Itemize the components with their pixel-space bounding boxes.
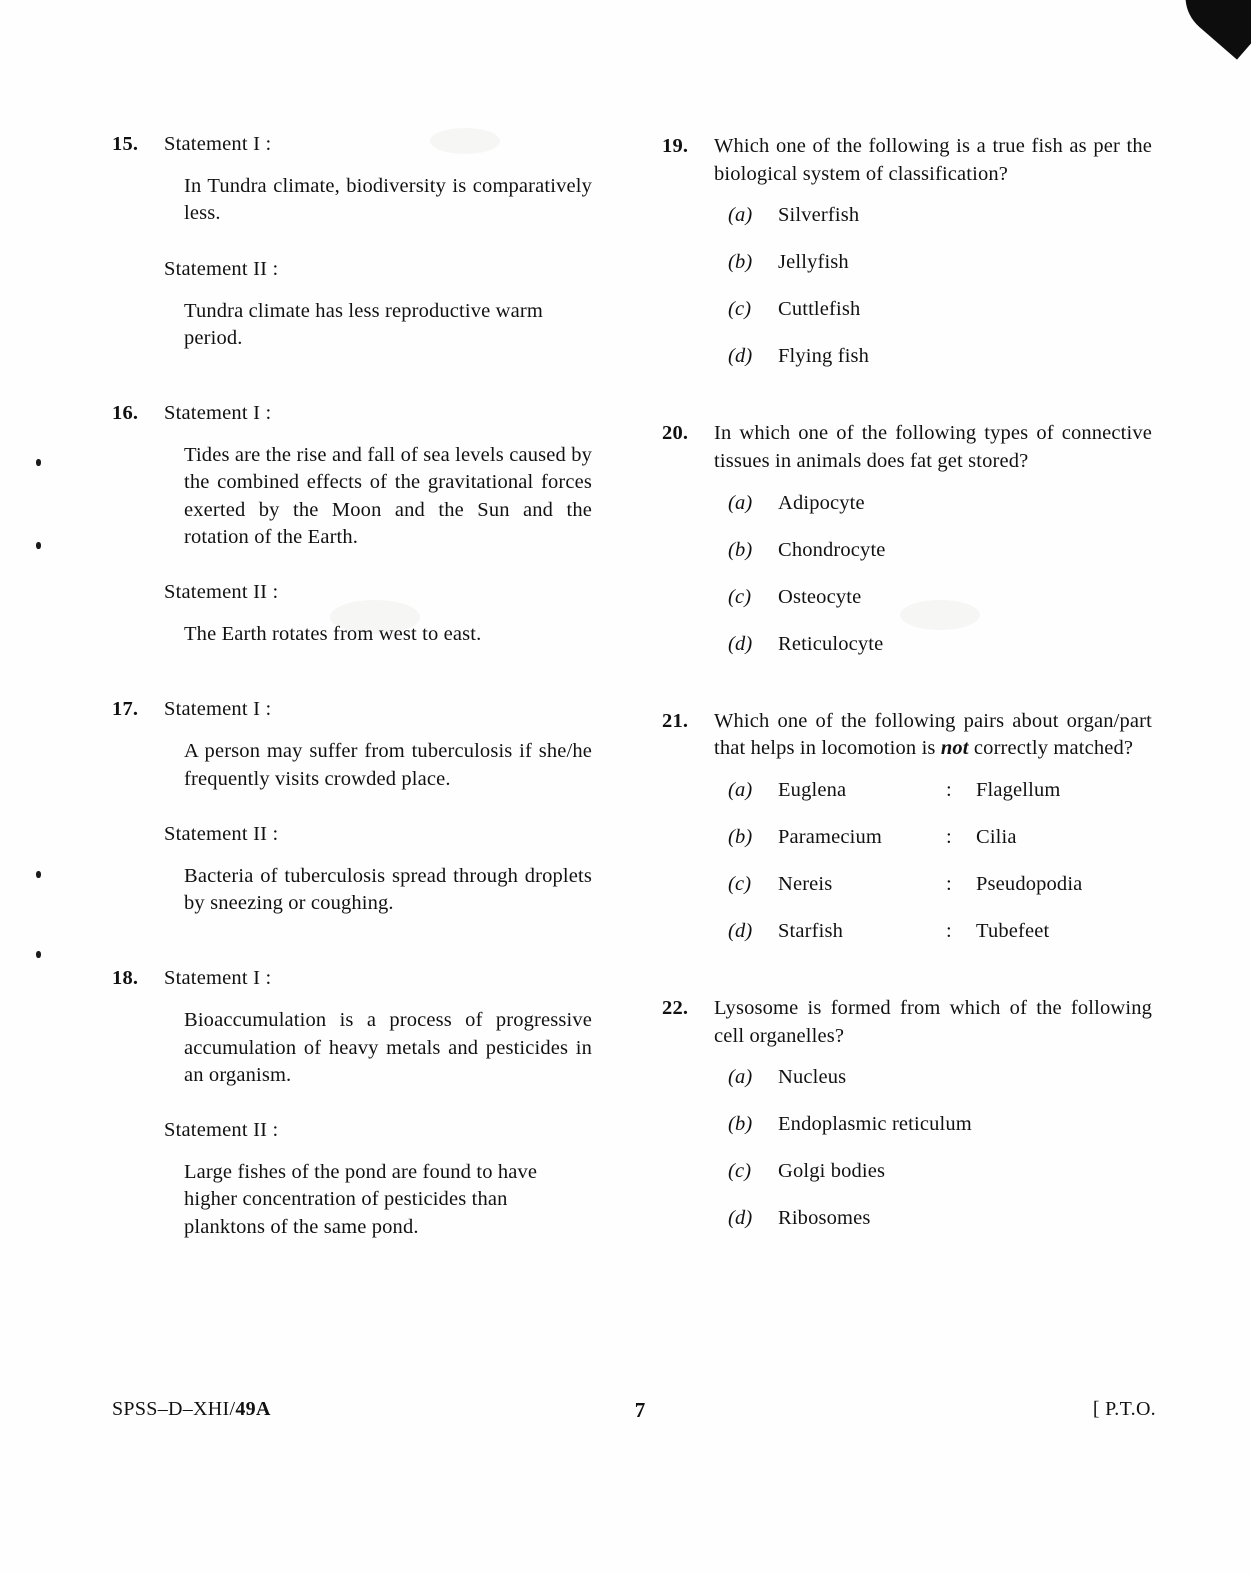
question-block-22 xyxy=(662,995,1162,1230)
option-part-21-c: Pseudopodia xyxy=(976,873,1083,896)
question-21-stem-emphasis: not xyxy=(940,737,969,760)
option-letter-21-a: (a) xyxy=(728,779,753,802)
option-organism-21-b: Paramecium xyxy=(778,826,882,849)
option-text-19-d: Flying fish xyxy=(778,345,870,368)
question-number-17: 17. xyxy=(112,698,139,721)
question-20-options xyxy=(662,492,1162,656)
option-row-21-d[interactable] xyxy=(662,920,1162,943)
question-22-options xyxy=(662,1066,1162,1230)
question-19-stem: Which one of the following is a true fish as per the biological system of classification? xyxy=(714,135,1152,185)
option-row-22-a[interactable] xyxy=(662,1066,1162,1089)
option-text-22-b: Endoplasmic reticulum xyxy=(778,1113,972,1136)
option-letter-19-a: (a) xyxy=(728,204,753,227)
statement-2-label-17: Statement II : xyxy=(164,822,279,845)
option-letter-19-c: (c) xyxy=(728,298,752,321)
question-block-17 xyxy=(112,698,612,917)
option-letter-22-c: (c) xyxy=(728,1160,752,1183)
option-letter-22-b: (b) xyxy=(728,1113,753,1136)
option-text-22-a: Nucleus xyxy=(778,1066,847,1089)
option-row-20-b[interactable] xyxy=(662,539,1162,562)
option-part-21-b: Cilia xyxy=(976,826,1017,849)
option-text-19-a: Silverfish xyxy=(778,204,860,227)
question-19-heading xyxy=(662,133,1162,188)
question-16-heading xyxy=(112,402,612,425)
statement-1-text-16: Tides are the rise and fall of sea levels caused by the combined effects of the gravitational forces exerted by the Moon and the Sun and the rotation of the Earth. xyxy=(184,444,592,548)
question-block-15 xyxy=(112,133,612,352)
statement-2-text-18: Large fishes of the pond are found to have higher concentration of pesticides than planktons of the same pond. xyxy=(184,1161,538,1238)
option-row-21-b[interactable] xyxy=(662,826,1162,849)
question-21-stem-part1: Which one of the following pairs about organ/part that helps in locomotion is xyxy=(714,709,1152,760)
option-letter-21-d: (d) xyxy=(728,920,753,943)
statement-2-label-15: Statement II : xyxy=(164,257,279,280)
paper-code-prefix: SPSS–D–XHI/ xyxy=(112,1398,236,1420)
option-colon-21-a: : xyxy=(946,779,952,802)
page-corner-scan-artifact xyxy=(1169,0,1251,60)
question-number-18: 18. xyxy=(112,967,139,990)
option-organism-21-c: Nereis xyxy=(778,873,833,896)
option-letter-19-b: (b) xyxy=(728,251,753,274)
question-21-stem xyxy=(714,708,1152,763)
option-text-20-c: Osteocyte xyxy=(778,585,862,608)
question-number-21: 21. xyxy=(662,709,689,732)
option-row-19-b[interactable] xyxy=(662,251,1162,274)
left-question-column xyxy=(112,133,612,1241)
statement-2-text-17: Bacteria of tuberculosis spread through droplets by sneezing or coughing. xyxy=(184,864,592,914)
right-question-column xyxy=(662,133,1162,1230)
margin-speck-artifact xyxy=(36,459,41,466)
option-part-21-d: Tubefeet xyxy=(976,920,1050,943)
option-row-22-c[interactable] xyxy=(662,1160,1162,1183)
option-letter-21-b: (b) xyxy=(728,826,753,849)
pto-marker: [ P.T.O. xyxy=(1092,1398,1156,1420)
page-footer xyxy=(112,1398,1156,1432)
question-number-16: 16. xyxy=(112,402,139,424)
statement-1-label-16: Statement I : xyxy=(164,402,272,424)
statement-1-text-15: In Tundra climate, biodiversity is comparatively less. xyxy=(184,175,592,225)
option-colon-21-b: : xyxy=(946,826,952,849)
option-letter-20-d: (d) xyxy=(728,632,753,655)
question-21-options xyxy=(662,779,1162,943)
question-block-16 xyxy=(112,402,612,648)
option-text-22-d: Ribosomes xyxy=(778,1207,871,1230)
option-colon-21-c: : xyxy=(946,873,952,896)
option-text-20-d: Reticulocyte xyxy=(778,632,884,655)
option-organism-21-d: Starfish xyxy=(778,920,843,943)
option-text-22-c: Golgi bodies xyxy=(778,1160,886,1183)
option-row-22-b[interactable] xyxy=(662,1113,1162,1136)
option-letter-19-d: (d) xyxy=(728,345,753,368)
statement-1-label-18: Statement I : xyxy=(164,967,272,990)
question-18-heading xyxy=(112,967,612,990)
option-letter-21-c: (c) xyxy=(728,873,752,896)
option-colon-21-d: : xyxy=(946,920,952,943)
option-letter-22-d: (d) xyxy=(728,1207,753,1230)
statement-1-text-17: A person may suffer from tuberculosis if she/he frequently visits crowded place. xyxy=(184,740,592,790)
margin-speck-artifact xyxy=(36,871,41,878)
question-17-heading xyxy=(112,698,612,721)
option-letter-20-a: (a) xyxy=(728,491,753,514)
option-row-19-c[interactable] xyxy=(662,298,1162,321)
statement-2-label-18: Statement II : xyxy=(164,1119,279,1141)
option-row-20-a[interactable] xyxy=(662,492,1162,515)
margin-speck-artifact xyxy=(36,542,41,549)
option-letter-20-c: (c) xyxy=(728,585,752,608)
question-19-options xyxy=(662,204,1162,368)
option-row-22-d[interactable] xyxy=(662,1207,1162,1230)
paper-code-suffix: 49A xyxy=(235,1398,271,1420)
question-number-20: 20. xyxy=(662,422,689,445)
question-15-heading xyxy=(112,133,612,156)
option-row-20-d[interactable] xyxy=(662,633,1162,656)
option-letter-22-a: (a) xyxy=(728,1066,753,1089)
option-text-19-b: Jellyfish xyxy=(778,251,849,274)
option-text-20-a: Adipocyte xyxy=(778,491,865,514)
option-row-19-d[interactable] xyxy=(662,345,1162,368)
statement-1-label-15: Statement I : xyxy=(164,133,272,155)
statement-2-text-15: Tundra climate has less reproductive warm period. xyxy=(184,299,543,349)
question-number-22: 22. xyxy=(662,997,689,1020)
page-number: 7 xyxy=(634,1398,646,1422)
margin-speck-artifact xyxy=(36,951,41,958)
statement-2-label-16: Statement II : xyxy=(164,581,279,603)
question-number-15: 15. xyxy=(112,133,139,155)
option-row-20-c[interactable] xyxy=(662,586,1162,609)
question-20-heading xyxy=(662,420,1162,475)
question-block-19 xyxy=(662,133,1162,368)
question-block-18 xyxy=(112,967,612,1241)
statement-2-text-16: The Earth rotates from west to east. xyxy=(184,623,482,645)
question-22-heading xyxy=(662,995,1162,1050)
statement-1-text-18: Bioaccumulation is a process of progressive accumulation of heavy metals and pesticides in an organism. xyxy=(184,1009,592,1086)
option-letter-20-b: (b) xyxy=(728,538,753,561)
option-text-20-b: Chondrocyte xyxy=(778,538,886,561)
question-20-stem: In which one of the following types of connective tissues in animals does fat get stored? xyxy=(714,422,1152,473)
option-row-19-a[interactable] xyxy=(662,204,1162,227)
option-row-21-a[interactable] xyxy=(662,779,1162,802)
statement-1-label-17: Statement I : xyxy=(164,698,272,721)
option-part-21-a: Flagellum xyxy=(976,779,1061,802)
question-block-21 xyxy=(662,708,1162,943)
question-21-heading xyxy=(662,708,1162,763)
question-number-19: 19. xyxy=(662,135,689,157)
option-text-19-c: Cuttlefish xyxy=(778,298,861,321)
option-organism-21-a: Euglena xyxy=(778,779,847,802)
question-block-20 xyxy=(662,420,1162,655)
option-row-21-c[interactable] xyxy=(662,873,1162,896)
question-22-stem: Lysosome is formed from which of the following cell organelles? xyxy=(714,997,1152,1047)
question-21-stem-part2: correctly matched? xyxy=(968,737,1134,760)
